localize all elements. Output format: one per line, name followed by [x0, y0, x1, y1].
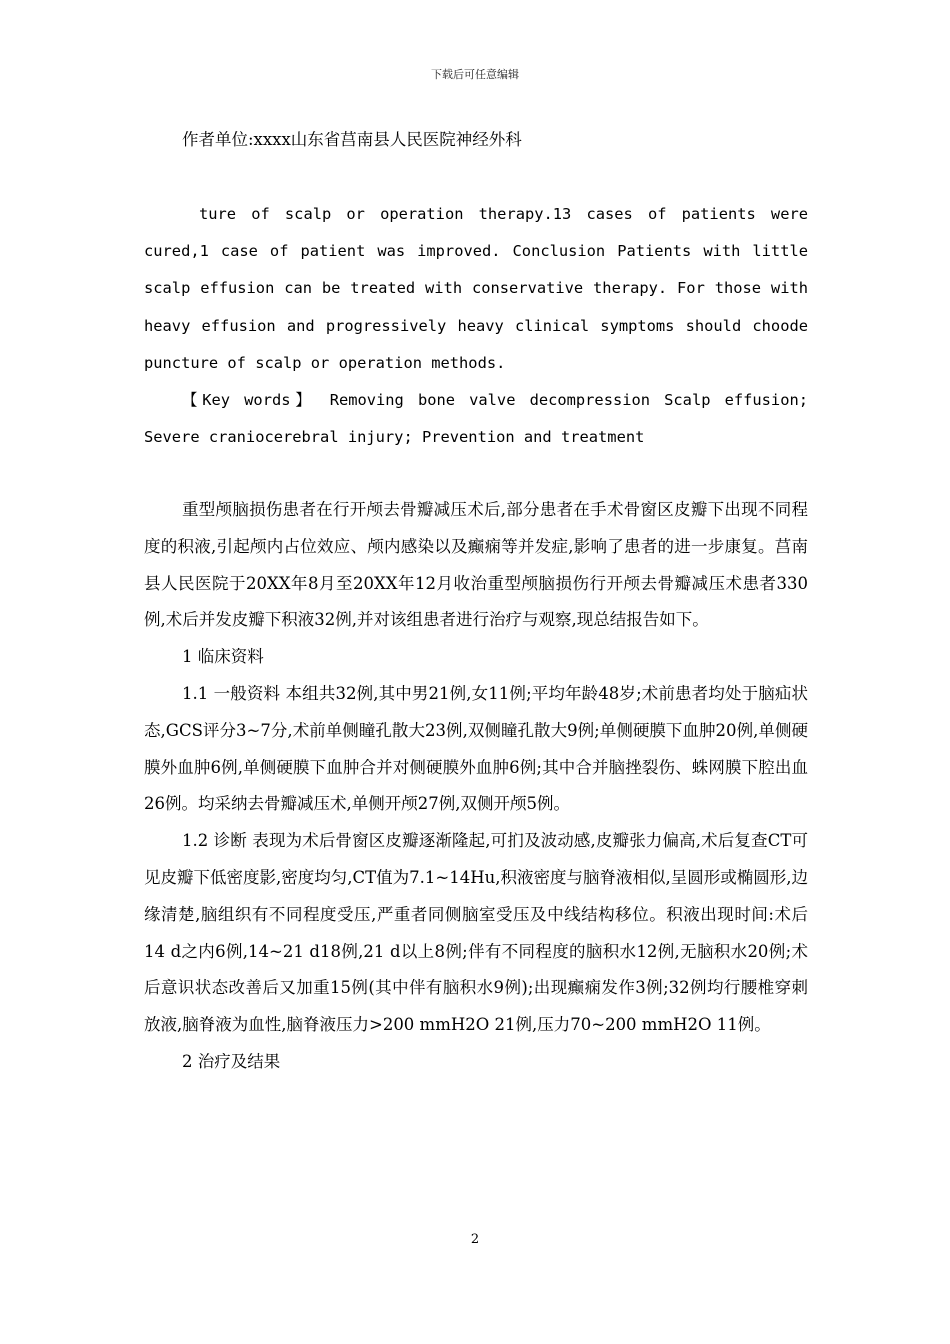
page-number: 2 [470, 1232, 480, 1247]
author-affiliation: 作者单位:xxxx山东省莒南县人民医院神经外科 [182, 130, 522, 149]
keywords-paragraph: 【Key words】 Removing bone valve decompression Scalp effusion; Severe craniocerebral injury; Prevention and treatment [144, 391, 808, 447]
diagnosis-paragraph: 1.2 诊断 表现为术后骨窗区皮瓣逐渐隆起,可扪及波动感,皮瓣张力偏高,术后复查CT可见皮瓣下低密度影,密度均匀,CT值为7.1~14Hu,积液密度与脑脊液相似,呈圆形或椭圆形,边缘清楚,脑组织有不同程度受压,严重者同侧脑室受压及中线结构移位。积液出现时间:术后14 d之内6例,14~21 d18例,21 d以上8例;伴有不同程度的脑积水12例,无脑积水20例;术后意识状态改善后又加重15例(其中伴有脑积水9例);出现癫痫发作3例;32例均行腰椎穿刺放液,脑脊液为血性,脑脊液压力>200 mmH2O 21例,压力70~200 mmH2O 11例。 [144, 831, 808, 1035]
section-heading-clinical-data: 1 临床资料 [182, 647, 264, 667]
intro-paragraph: 重型颅脑损伤患者在行开颅去骨瓣减压术后,部分患者在手术骨窗区皮瓣下出现不同程度的积液,引起颅内占位效应、颅内感染以及癫痫等并发症,影响了患者的进一步康复。莒南县人民医院于20XX年8月至20XX年12月收治重型颅脑损伤行开颅去骨瓣减压术患者330例,术后并发皮瓣下积液32例,并对该组患者进行治疗与观察,现总结报告如下。 [144, 500, 808, 630]
chinese-body [144, 492, 808, 1081]
english-abstract [144, 196, 808, 456]
abstract-continuation: ture of scalp or operation therapy.13 cases of patients were cured,1 case of patient was improved. Conclusion Patients with little scalp effusion can be treated with conservative therapy. For those with heavy effusion and progressively heavy clinical symptoms should choode puncture of scalp or operation methods. [144, 205, 808, 372]
section-heading-treatment-results: 2 治疗及结果 [182, 1051, 281, 1071]
header-note: 下载后可任意编辑 [431, 68, 519, 81]
general-data-paragraph: 1.1 一般资料 本组共32例,其中男21例,女11例;平均年龄48岁;术前患者均处于脑疝状态,GCS评分3~7分,术前单侧瞳孔散大23例,双侧瞳孔散大9例;单侧硬膜下血肿20例,单侧硬膜外血肿6例,单侧硬膜下血肿合并对侧硬膜外血肿6例;其中合并脑挫裂伤、蛛网膜下腔出血26例。均采纳去骨瓣减压术,单侧开颅27例,双侧开颅5例。 [144, 683, 808, 814]
